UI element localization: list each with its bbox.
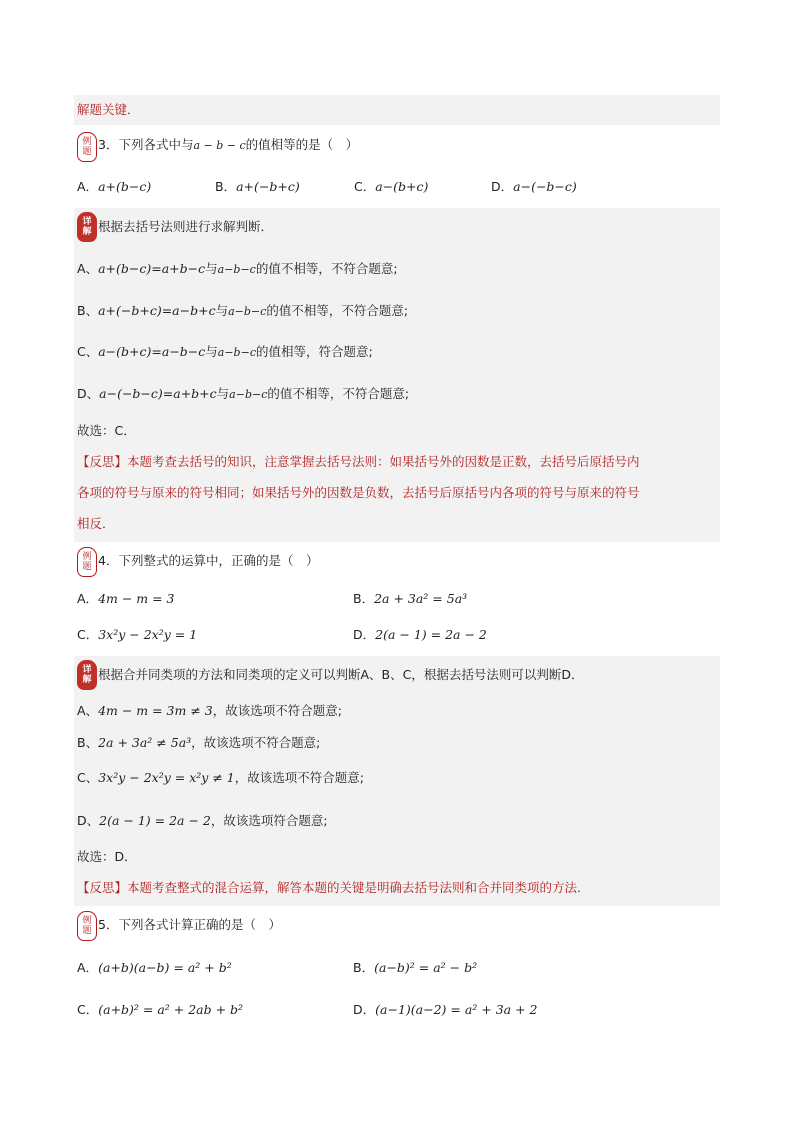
question-5-stem: 5．下列各式计算正确的是（ ） [98, 917, 281, 932]
question-4-answer: 故选：D． [77, 849, 137, 864]
question-3-option-d: D．a−(−b−c) [491, 179, 577, 194]
question-3-option-c: C．a−(b+c) [354, 179, 429, 194]
question-4-option-a: A．4m − m = 3 [77, 591, 175, 606]
question-4-option-d: D．2(a − 1) = 2a − 2 [353, 627, 487, 642]
question-4-reflection: 【反思】本题考查整式的混合运算，解答本题的关键是明确去括号法则和合并同类项的方法． [77, 880, 590, 895]
question-5-option-d: D．(a−1)(a−2) = a² + 3a + 2 [353, 1002, 538, 1017]
continuation-band [74, 95, 720, 125]
question-3-analysis-a: A、a+(b−c)=a+b−c与a−b−c的值不相等，不符合题意; [77, 261, 398, 276]
example-seal-icon: 例 题 [77, 132, 97, 162]
question-4-analysis-c: C、3x²y − 2x²y = x²y ≠ 1，故该选项不符合题意; [77, 770, 364, 785]
example-seal-icon: 例 题 [77, 911, 97, 941]
question-3-reflection-line-3: 相反． [77, 516, 115, 531]
question-4-option-b: B．2a + 3a² = 5a³ [353, 591, 468, 606]
question-5-option-b: B．(a−b)² = a² − b² [353, 960, 478, 975]
question-4-stem: 4．下列整式的运算中，正确的是（ ） [98, 553, 319, 568]
question-4-analysis-a: A、4m − m = 3m ≠ 3，故该选项不符合题意; [77, 703, 342, 718]
question-3-analysis-d: D、a−(−b−c)=a+b+c与a−b−c的值不相等，不符合题意; [77, 386, 410, 401]
example-seal-icon: 例 题 [77, 547, 97, 577]
question-3-stem: 3．下列各式中与a − b − c的值相等的是（ ） [98, 137, 359, 152]
question-4-analysis-b: B、2a + 3a² ≠ 5a³，故该选项不符合题意; [77, 735, 321, 750]
question-4-analysis-d: D、2(a − 1) = 2a − 2，故该选项符合题意; [77, 813, 328, 828]
question-3-answer: 故选：C． [77, 423, 136, 438]
question-3-analysis-b: B、a+(−b+c)=a−b+c与a−b−c的值不相等，不符合题意; [77, 303, 409, 318]
question-3-reflection-line-2: 各项的符号与原来的符号相同；如果括号外的因数是负数，去括号后原括号内各项的符号与原来的符号 [77, 485, 640, 500]
question-3-intro: 根据去括号法则进行求解判断． [98, 219, 274, 234]
question-4-intro: 根据合并同类项的方法和同类项的定义可以判断A、B、C，根据去括号法则可以判断D． [98, 667, 584, 682]
continuation-text: 解题关键． [77, 102, 140, 117]
detail-seal-icon: 详 解 [77, 660, 97, 690]
question-5-option-a: A．(a+b)(a−b) = a² + b² [77, 960, 232, 975]
question-3-analysis-c: C、a−(b+c)=a−b−c与a−b−c的值相等，符合题意; [77, 344, 373, 359]
question-3-option-a: A．a+(b−c) [77, 179, 152, 194]
question-4-option-c: C．3x²y − 2x²y = 1 [77, 627, 198, 642]
question-3-option-b: B．a+(−b+c) [215, 179, 300, 194]
question-5-option-c: C．(a+b)² = a² + 2ab + b² [77, 1002, 244, 1017]
question-3-reflection-line-1: 【反思】本题考查去括号的知识，注意掌握去括号法则：如果括号外的因数是正数，去括号后原括号内 [77, 454, 640, 469]
detail-seal-icon: 详 解 [77, 212, 97, 242]
